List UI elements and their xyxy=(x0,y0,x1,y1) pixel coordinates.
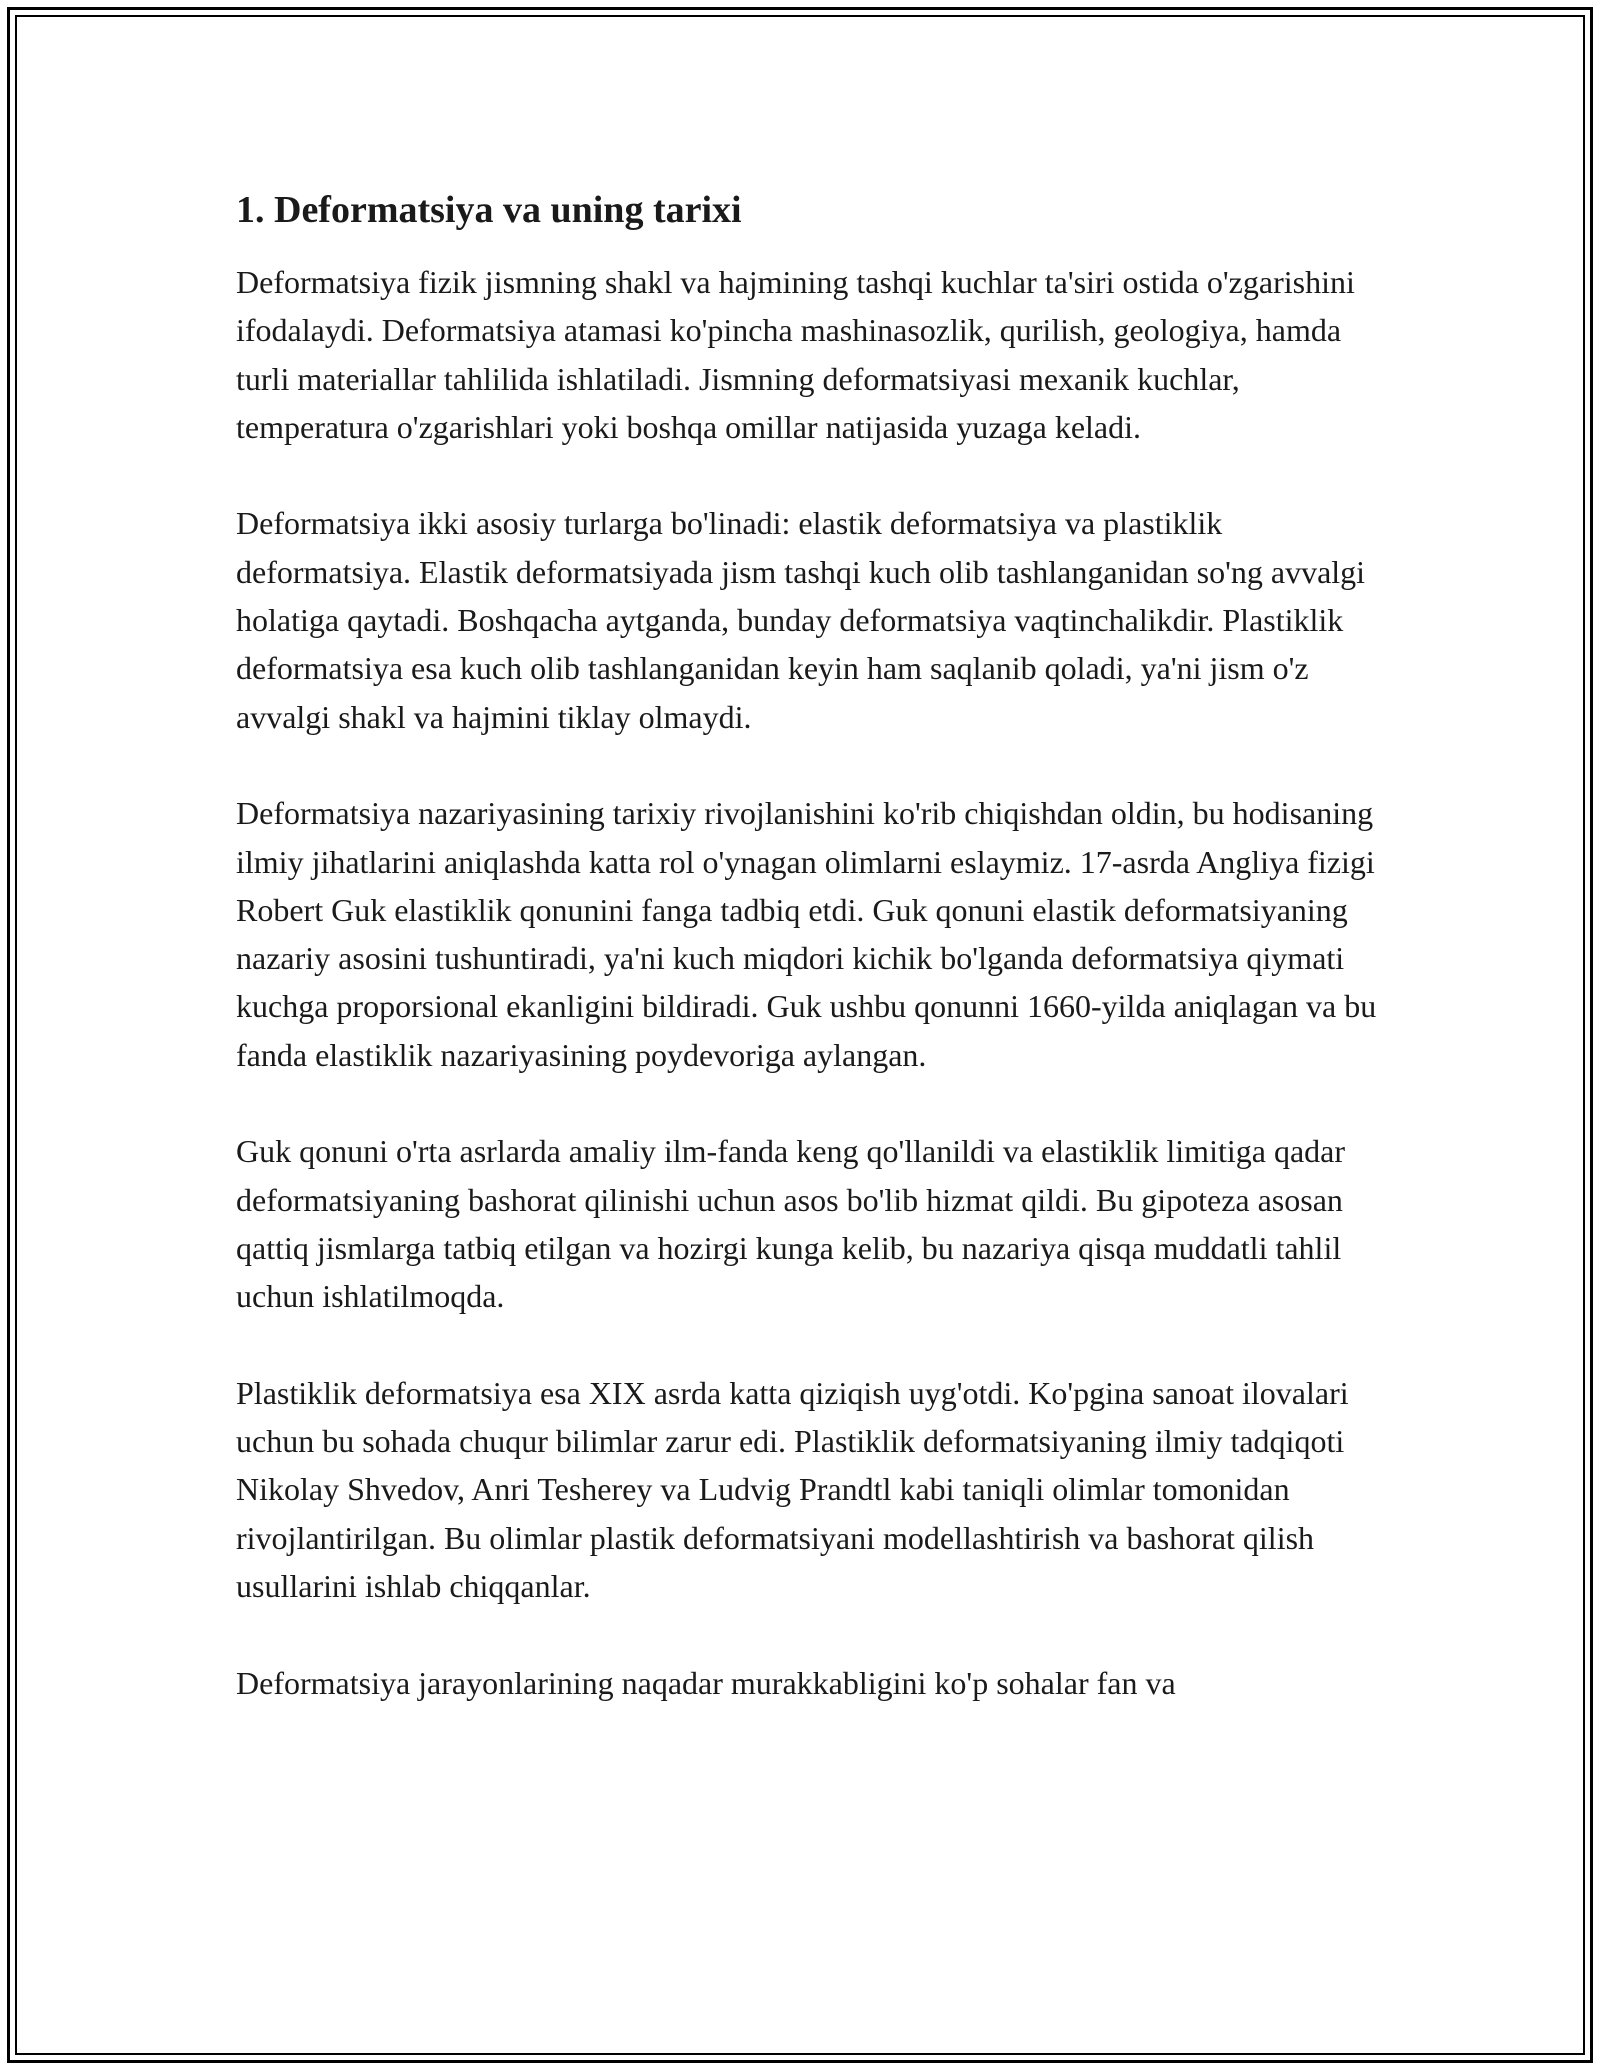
paragraph-types: Deformatsiya ikki asosiy turlarga bo'linadi: elastik deformatsiya va plastiklik deformatsiya. Elastik deformatsiyada jism tashqi kuch olib tashlanganidan so'ng avvalgi holatiga qaytadi. Boshqacha aytganda, bunday deformatsiya vaqtinchalikdir. Plastiklik deformatsiya esa kuch olib tashlanganidan keyin ham saqlanib qoladi, ya'ni jism o'z avvalgi shakl va hajmini tiklay olmaydi. xyxy=(236,505,1366,735)
section-heading: 1. Deformatsiya va uning tarixi xyxy=(236,189,742,231)
paragraph-definition: Deformatsiya fizik jismning shakl va hajmining tashqi kuchlar ta'siri ostida o'zgarishini ifodalaydi. Deformatsiya atamasi ko'pincha mashinasozlik, qurilish, geologiya, hamda turli materiallar tahlilida ishlatiladi. Jismning deformatsiyasi mexanik kuchlar, temperatura o'zgarishlari yoki boshqa omillar natijasida yuzaga keladi. xyxy=(236,264,1355,445)
paragraph-hooke: Deformatsiya nazariyasining tarixiy rivojlanishini ko'rib chiqishdan oldin, bu hodisaning ilmiy jihatlarini aniqlashda katta rol o'ynagan olimlarni eslaymiz. 17-asrda Angliya fizigi Robert Guk elastiklik qonunini fanga tadbiq etdi. Guk qonuni elastik deformatsiyaning nazariy asosini tushuntiradi, ya'ni kuch miqdori kichik bo'lganda deformatsiya qiymati kuchga proporsional ekanligini bildiradi. Guk ushbu qonunni 1660-yilda aniqlagan va bu fanda elastiklik nazariyasining poydevoriga aylangan. xyxy=(236,795,1377,1073)
paragraph-complexity: Deformatsiya jarayonlarining naqadar murakkabligini ko'p sohalar fan va xyxy=(236,1664,1176,1701)
paragraph-hooke-application: Guk qonuni o'rta asrlarda amaliy ilm-fanda keng qo'llanildi va elastiklik limitiga qadar deformatsiyaning bashorat qilinishi uchun asos bo'lib hizmat qildi. Bu gipoteza asosan qattiq jismlarga tatbiq etilgan va hozirgi kunga kelib, bu nazariya qisqa muddatli tahlil uchun ishlatilmoqda. xyxy=(236,1133,1345,1315)
paragraph-plasticity: Plastiklik deformatsiya esa XIX asrda katta qiziqish uyg'otdi. Ko'pgina sanoat ilovalari uchun bu sohada chuqur bilimlar zarur edi. Plastiklik deformatsiyaning ilmiy tadqiqoti Nikolay Shvedov, Anri Tesherey va Ludvig Prandtl kabi taniqli olimlar tomonidan rivojlantirilgan. Bu olimlar plastik deformatsiyani modellashtirish va bashorat qilish usullarini ishlab chiqqanlar. xyxy=(236,1374,1349,1605)
document-body xyxy=(236,186,1386,1707)
